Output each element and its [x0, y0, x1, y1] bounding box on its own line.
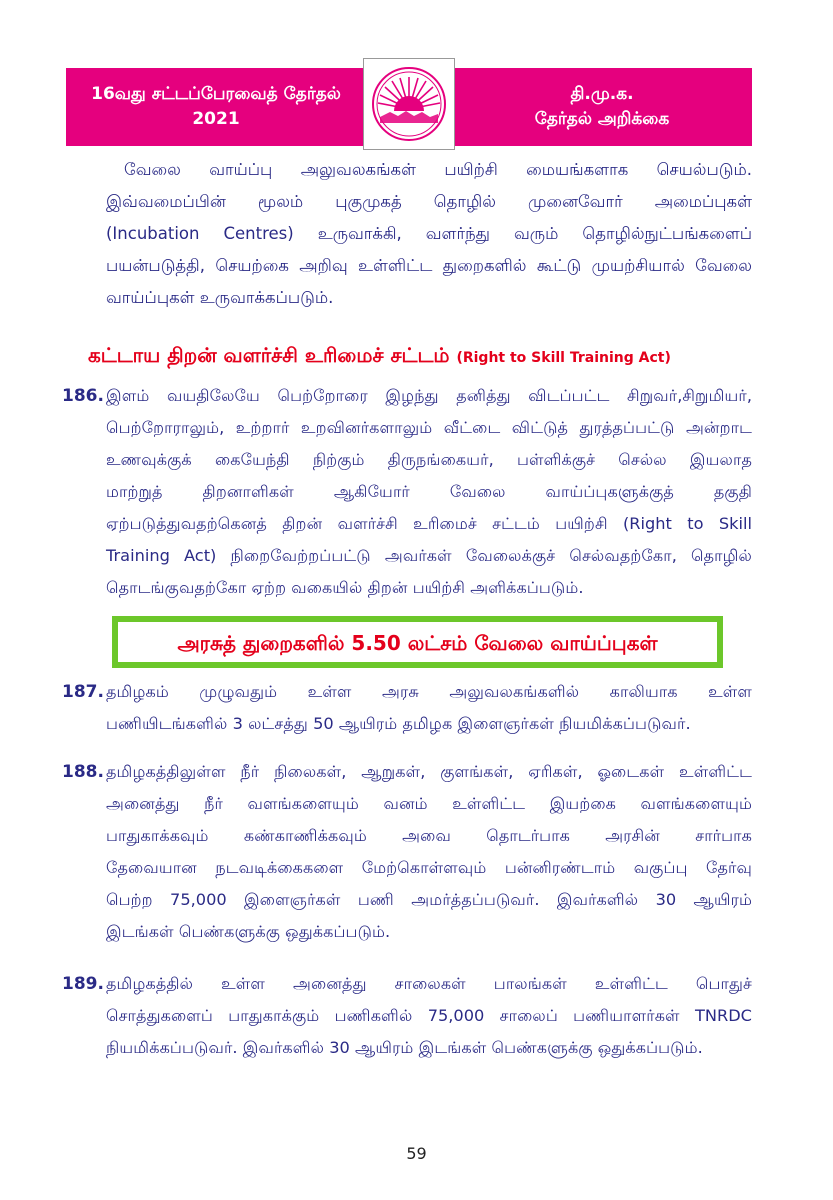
intro-paragraph — [106, 154, 752, 314]
text-line: தேவையான நடவடிக்கைகளை மேற்கொள்ளவும் பன்னிரண்டாம் வகுப்பு தேர்வு — [106, 858, 752, 877]
text-line: சொத்துகளைப் பாதுகாக்கும் பணிகளில் 75,000 சாலைப் பணியாளர்கள் TNRDC — [106, 1006, 752, 1025]
text-line: தமிழகம் முழுவதும் உள்ள அரசு அலுவலகங்களில் காலியாக உள்ள — [106, 682, 752, 701]
section-heading-title: கட்டாய திறன் வளர்ச்சி உரிமைச் சட்டம் — [88, 343, 450, 367]
section-heading-english: (Right to Skill Training Act) — [456, 350, 671, 366]
party-name: தி.மு.க. — [570, 84, 634, 104]
text-line: உணவுக்குக் கையேந்தி நிற்கும் திருநங்கையர், பள்ளிக்குச் செல்ல இயலாத — [106, 450, 752, 469]
text-line: Training Act) நிறைவேற்றப்பட்டு அவர்கள் வேலைக்குச் செல்வதற்கோ, தொழில் — [106, 546, 752, 565]
item-188-paragraph — [106, 756, 752, 948]
manifesto-label: தேர்தல் அறிக்கை — [534, 109, 670, 129]
text-line: பெற்றோராலும், உற்றார் உறவினர்களாலும் வீட்டை விட்டுத் துரத்தப்பட்டு அன்றாட — [106, 418, 752, 437]
header-banner — [66, 68, 752, 146]
text-line: நியமிக்கப்படுவர். இவர்களில் 30 ஆயிரம் இடங்கள் பெண்களுக்கு ஒதுக்கப்படும். — [106, 1038, 703, 1057]
item-number: 189. — [62, 974, 104, 994]
text-line: தொடங்குவதற்கோ ஏற்ற வகையில் திறன் பயிற்சி அளிக்கப்படும். — [106, 578, 584, 597]
text-line: வேலை வாய்ப்பு அலுவலகங்கள் பயிற்சி மையங்களாக செயல்படும். — [124, 160, 752, 179]
rising-sun-icon — [370, 65, 448, 143]
item-number: 188. — [62, 762, 104, 782]
election-title — [66, 82, 366, 132]
item-number: 187. — [62, 682, 104, 702]
item-186-paragraph — [106, 380, 752, 604]
text-line: இடங்கள் பெண்களுக்கு ஒதுக்கப்படும். — [106, 922, 391, 941]
item-189-paragraph — [106, 968, 752, 1064]
item-number: 186. — [62, 386, 104, 406]
section-heading-skill-act — [88, 340, 748, 373]
text-line: பெற்ற 75,000 இளைஞர்கள் பணி அமர்த்தப்படுவர். இவர்களில் 30 ஆயிரம் — [106, 890, 752, 909]
text-line: (Incubation Centres) உருவாக்கி, வளர்ந்து வரும் தொழில்நுட்பங்களைப் — [106, 224, 752, 243]
manifesto-title — [452, 82, 752, 132]
text-line: மாற்றுத் திறனாளிகள் ஆகியோர் வேலை வாய்ப்புகளுக்குத் தகுதி — [106, 482, 752, 501]
text-line: இவ்வமைப்பின் மூலம் புகுமுகத் தொழில் முனைவோர் அமைப்புகள் — [106, 192, 752, 211]
text-line: பாதுகாக்கவும் கண்காணிக்கவும் அவை தொடர்பாக அரசின் சார்பாக — [106, 826, 752, 845]
text-line: தமிழகத்தில் உள்ள அனைத்து சாலைகள் பாலங்கள் உள்ளிட்ட பொதுச் — [106, 974, 752, 993]
section-heading-jobs: அரசுத் துறைகளில் 5.50 லட்சம் வேலை வாய்ப்புகள் — [177, 631, 658, 655]
text-line: இளம் வயதிலேயே பெற்றோரை இழந்து தனித்து விடப்பட்ட சிறுவர்,சிறுமியர், — [106, 386, 752, 405]
election-title-line1: 16வது சட்டப்பேரவைத் தேர்தல் — [91, 84, 341, 104]
section-heading-jobs-box — [112, 616, 723, 668]
election-year: 2021 — [192, 109, 240, 129]
text-line: அனைத்து நீர் வளங்களையும் வனம் உள்ளிட்ட இயற்கை வளங்களையும் — [106, 794, 752, 813]
text-line: வாய்ப்புகள் உருவாக்கப்படும். — [106, 288, 334, 307]
page-number: 59 — [406, 1144, 427, 1163]
item-187-paragraph — [106, 676, 752, 740]
text-line: பணியிடங்களில் 3 லட்சத்து 50 ஆயிரம் தமிழக இளைஞர்கள் நியமிக்கப்படுவர். — [106, 714, 691, 733]
text-line: பயன்படுத்தி, செயற்கை அறிவு உள்ளிட்ட துறைகளில் கூட்டு முயற்சியால் வேலை — [106, 256, 752, 275]
text-line: ஏற்படுத்துவதற்கெனத் திறன் வளர்ச்சி உரிமைச் சட்டம் பயிற்சி (Right to Skill — [106, 514, 752, 533]
party-logo — [363, 58, 455, 150]
text-line: தமிழகத்திலுள்ள நீர் நிலைகள், ஆறுகள், குளங்கள், ஏரிகள், ஓடைகள் உள்ளிட்ட — [106, 762, 752, 781]
